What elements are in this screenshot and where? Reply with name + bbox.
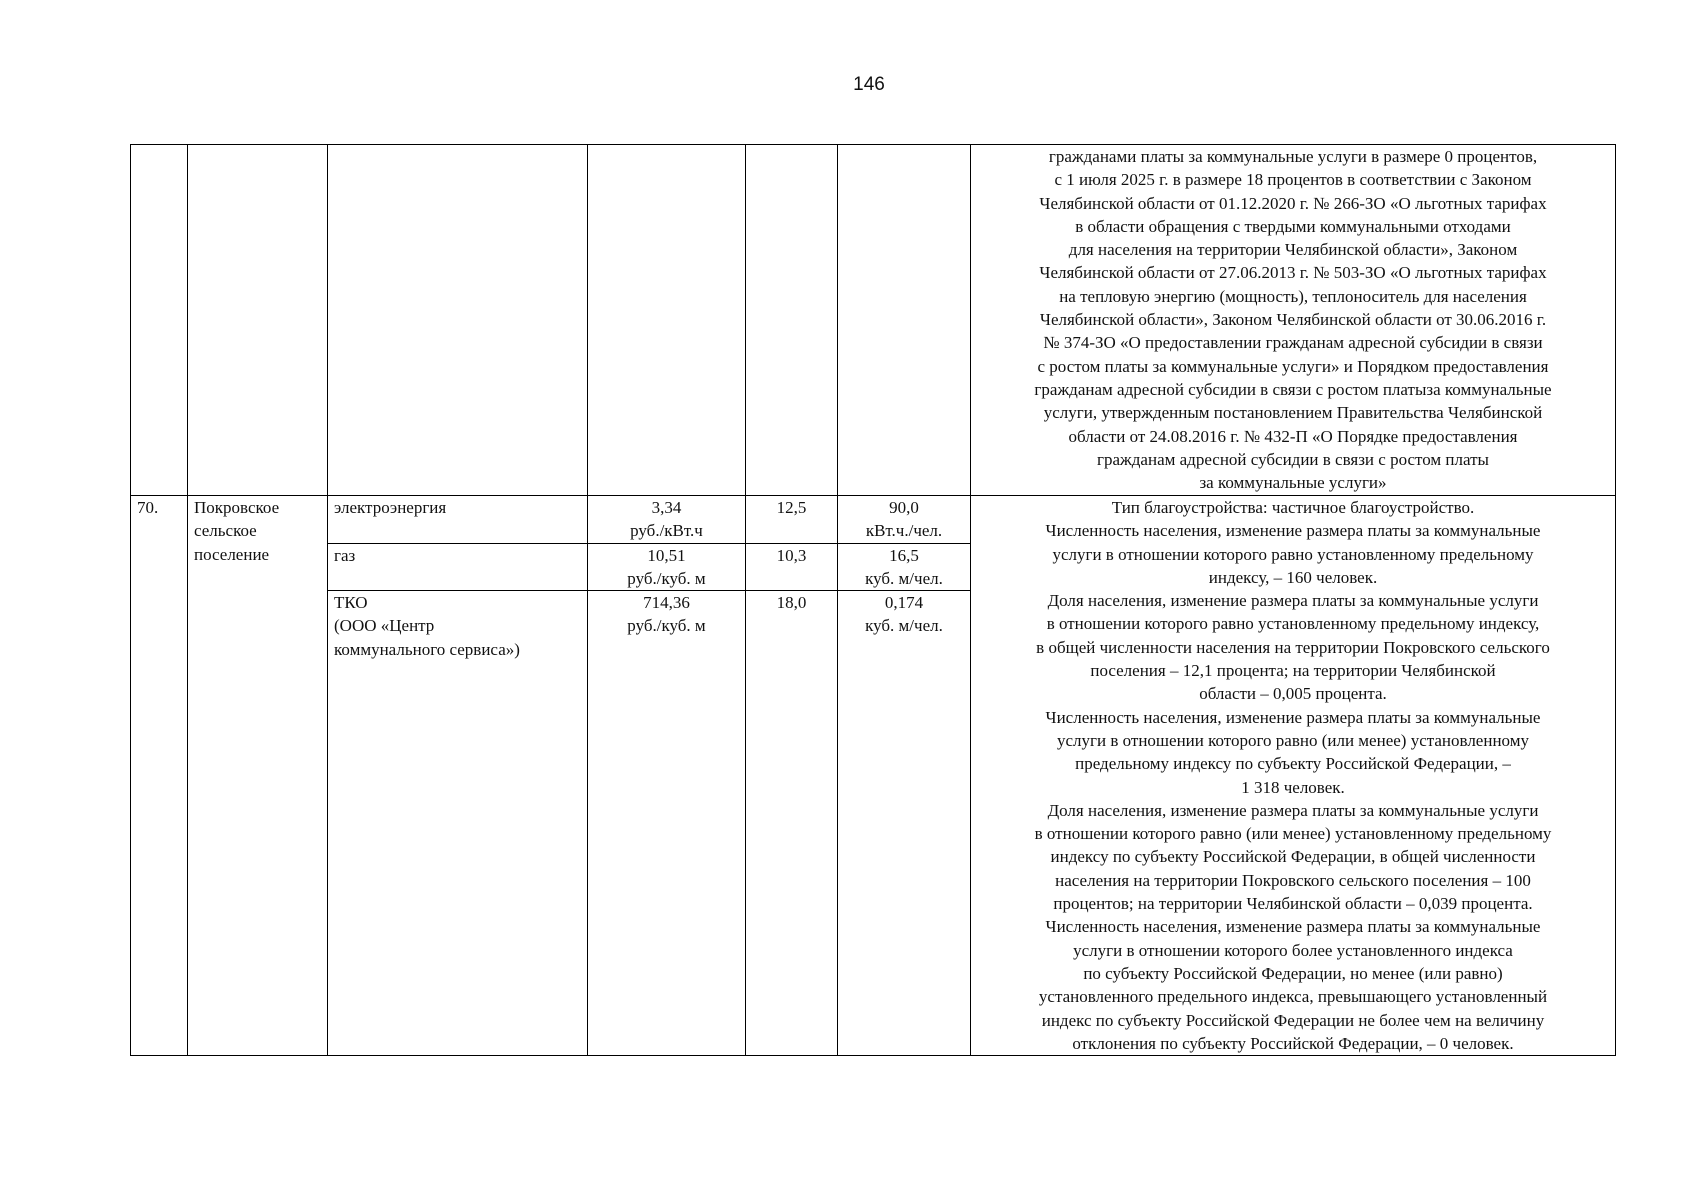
cell-number-empty: [131, 145, 188, 496]
service-index: 10,3: [746, 543, 838, 591]
cell-service-empty: [328, 145, 588, 496]
table-row: [131, 496, 1616, 544]
tariff-table: [130, 144, 1616, 1056]
service-volume: 0,174 куб. м/чел.: [838, 591, 971, 1056]
cell-volume-empty: [838, 145, 971, 496]
cell-index-empty: [746, 145, 838, 496]
service-tariff: 10,51 руб./куб. м: [588, 543, 746, 591]
service-name: газ: [328, 543, 588, 591]
service-name: ТКО (ООО «Центр коммунального сервиса»): [328, 591, 588, 1056]
service-index: 12,5: [746, 496, 838, 544]
service-tariff: 714,36 руб./куб. м: [588, 591, 746, 1056]
cell-tariff-empty: [588, 145, 746, 496]
service-index: 18,0: [746, 591, 838, 1056]
municipality-name: Покровское сельское поселение: [188, 496, 328, 1056]
page-number: 146: [853, 74, 885, 95]
row-note: Тип благоустройства: частичное благоустройство. Численность населения, изменение размера платы за коммунальные услуги в отношении которого равно установленному предельному индексу, – 160 человек. Доля населения, изменение размера платы за коммунальные услуги в отношении которого равно установленному предельному индексу, в общей численности населения на территории Покровского сельского поселения – 12,1 процента; на территории Челябинской области – 0,005 процента. Численность населения, изменение размера платы за коммунальные услуги в отношении которого равно (или менее) установленному предельному индексу по субъекту Российской Федерации, – 1 318 человек. Доля населения, изменение размера платы за коммунальные услуги в отношении которого равно (или менее) установленному предельному индексу по субъекту Российской Федерации, в общей численности населения на территории Покровского сельского поселения – 100 процентов; на территории Челябинской области – 0,039 процента. Численность населения, изменение размера платы за коммунальные услуги в отношении которого более установленного индекса по субъекту Российской Федерации, но менее (или равно) установленного предельного индекса, превышающего установленный индекс по субъекту Российской Федерации не более чем на величину отклонения по субъекту Российской Федерации, – 0 человек.: [971, 496, 1616, 1056]
service-tariff: 3,34 руб./кВт.ч: [588, 496, 746, 544]
continued-note: гражданами платы за коммунальные услуги в размере 0 процентов, с 1 июля 2025 г. в размере 18 процентов в соответствии с Законом Челябинской области от 01.12.2020 г. № 266-ЗО «О льготных тарифах в области обращения с твердыми коммунальными отходами для населения на территории Челябинской области», Законом Челябинской области от 27.06.2013 г. № 503-ЗО «О льготных тарифах на тепловую энергию (мощность), теплоноситель для населения Челябинской области», Законом Челябинской области от 30.06.2016 г. № 374-ЗО «О предоставлении гражданам адресной субсидии в связи с ростом платы за коммунальные услуги» и Порядком предоставления гражданам адресной субсидии в связи с ростом платыза коммунальные услуги, утвержденным постановлением Правительства Челябинской области от 24.08.2016 г. № 432-П «О Порядке предоставления гражданам адресной субсидии в связи с ростом платы за коммунальные услуги»: [971, 145, 1616, 496]
cell-municipality-empty: [188, 145, 328, 496]
service-volume: 90,0 кВт.ч./чел.: [838, 496, 971, 544]
continued-row: [131, 145, 1616, 496]
service-volume: 16,5 куб. м/чел.: [838, 543, 971, 591]
service-name: электроэнергия: [328, 496, 588, 544]
row-number: 70.: [131, 496, 188, 1056]
